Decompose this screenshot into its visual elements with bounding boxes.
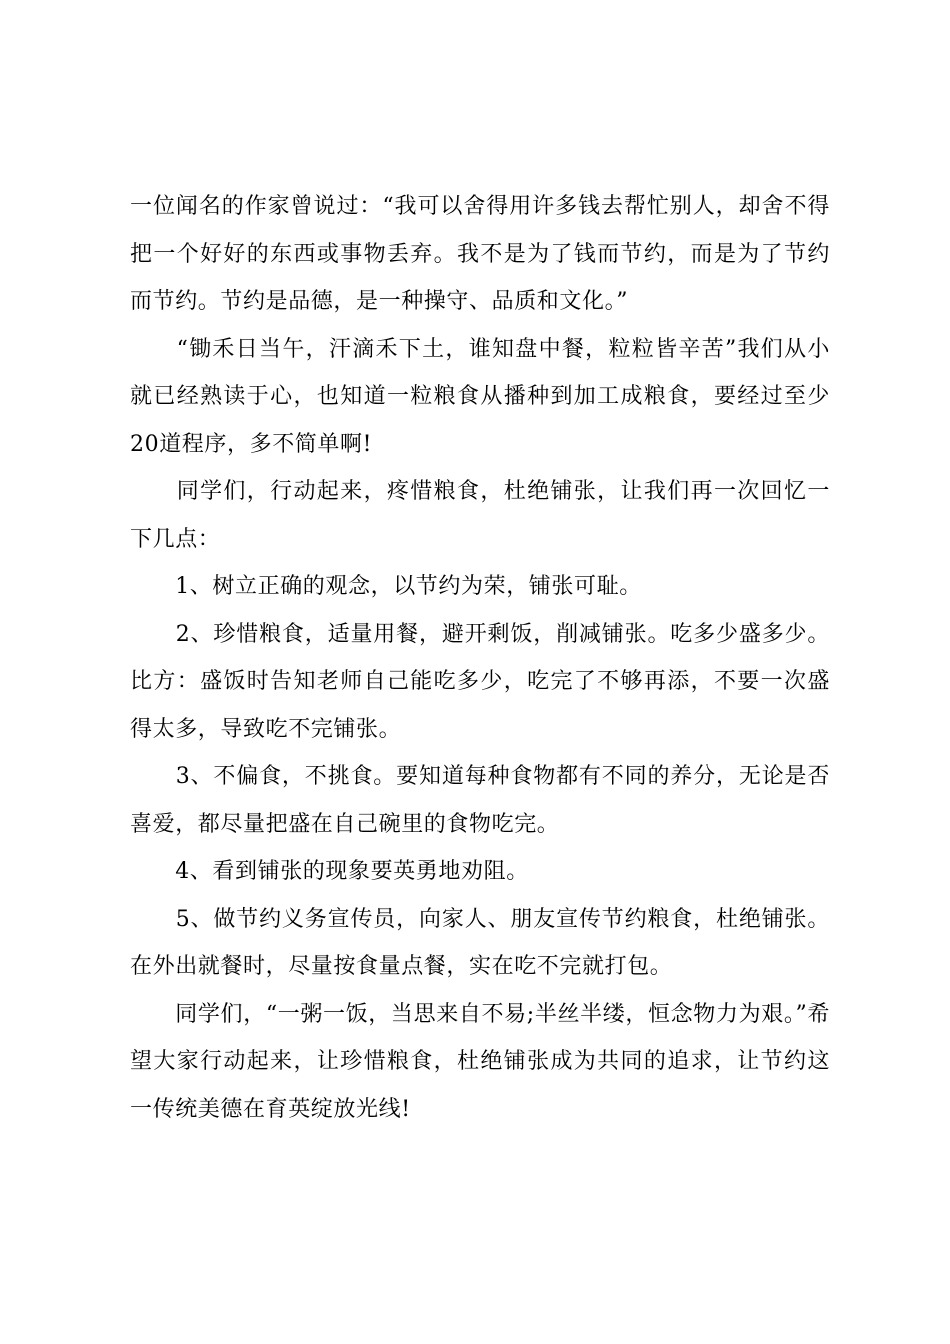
list-item-5: 5、做节约义务宣传员，向家人、朋友宣传节约粮食，杜绝铺张。在外出就餐时，尽量按食量点餐，实在吃不完就打包。 bbox=[130, 906, 830, 979]
list-item-1: 1、树立正确的观念，以节约为荣，铺张可耻。 bbox=[130, 574, 642, 599]
paragraph-poem: “锄禾日当午，汗滴禾下土，谁知盘中餐，粒粒皆辛苦”我们从小就已经熟读于心，也知道一粒粮食从播种到加工成粮食，要经过至少20道程序，多不简单啊! bbox=[130, 336, 830, 457]
list-item-3: 3、不偏食，不挑食。要知道每种食物都有不同的养分，无论是否喜爱，都尽量把盛在自己碗里的食物吃完。 bbox=[130, 764, 830, 837]
paragraph-closing: 同学们，“一粥一饭，当思来自不易;半丝半缕，恒念物力为艰。”希望大家行动起来，让珍惜粮食，杜绝铺张成为共同的追求，让节约这一传统美德在育英绽放光线! bbox=[130, 1001, 830, 1122]
paragraph-quote-author: 一位闻名的作家曾说过：“我可以舍得用许多钱去帮忙别人，却舍不得把一个好好的东西或事物丢弃。我不是为了钱而节约，而是为了节约而节约。节约是品德，是一种操守、品质和文化。” bbox=[130, 194, 830, 314]
list-item-4: 4、看到铺张的现象要英勇地劝阻。 bbox=[130, 859, 529, 884]
list-item-2: 2、珍惜粮食，适量用餐，避开剩饭，削减铺张。吃多少盛多少。比方：盛饭时告知老师自己能吃多少，吃完了不够再添，不要一次盛得太多，导致吃不完铺张。 bbox=[130, 621, 830, 742]
document-body bbox=[130, 183, 830, 1133]
paragraph-call-to-action: 同学们，行动起来，疼惜粮食，杜绝铺张，让我们再一次回忆一下几点： bbox=[130, 479, 830, 552]
